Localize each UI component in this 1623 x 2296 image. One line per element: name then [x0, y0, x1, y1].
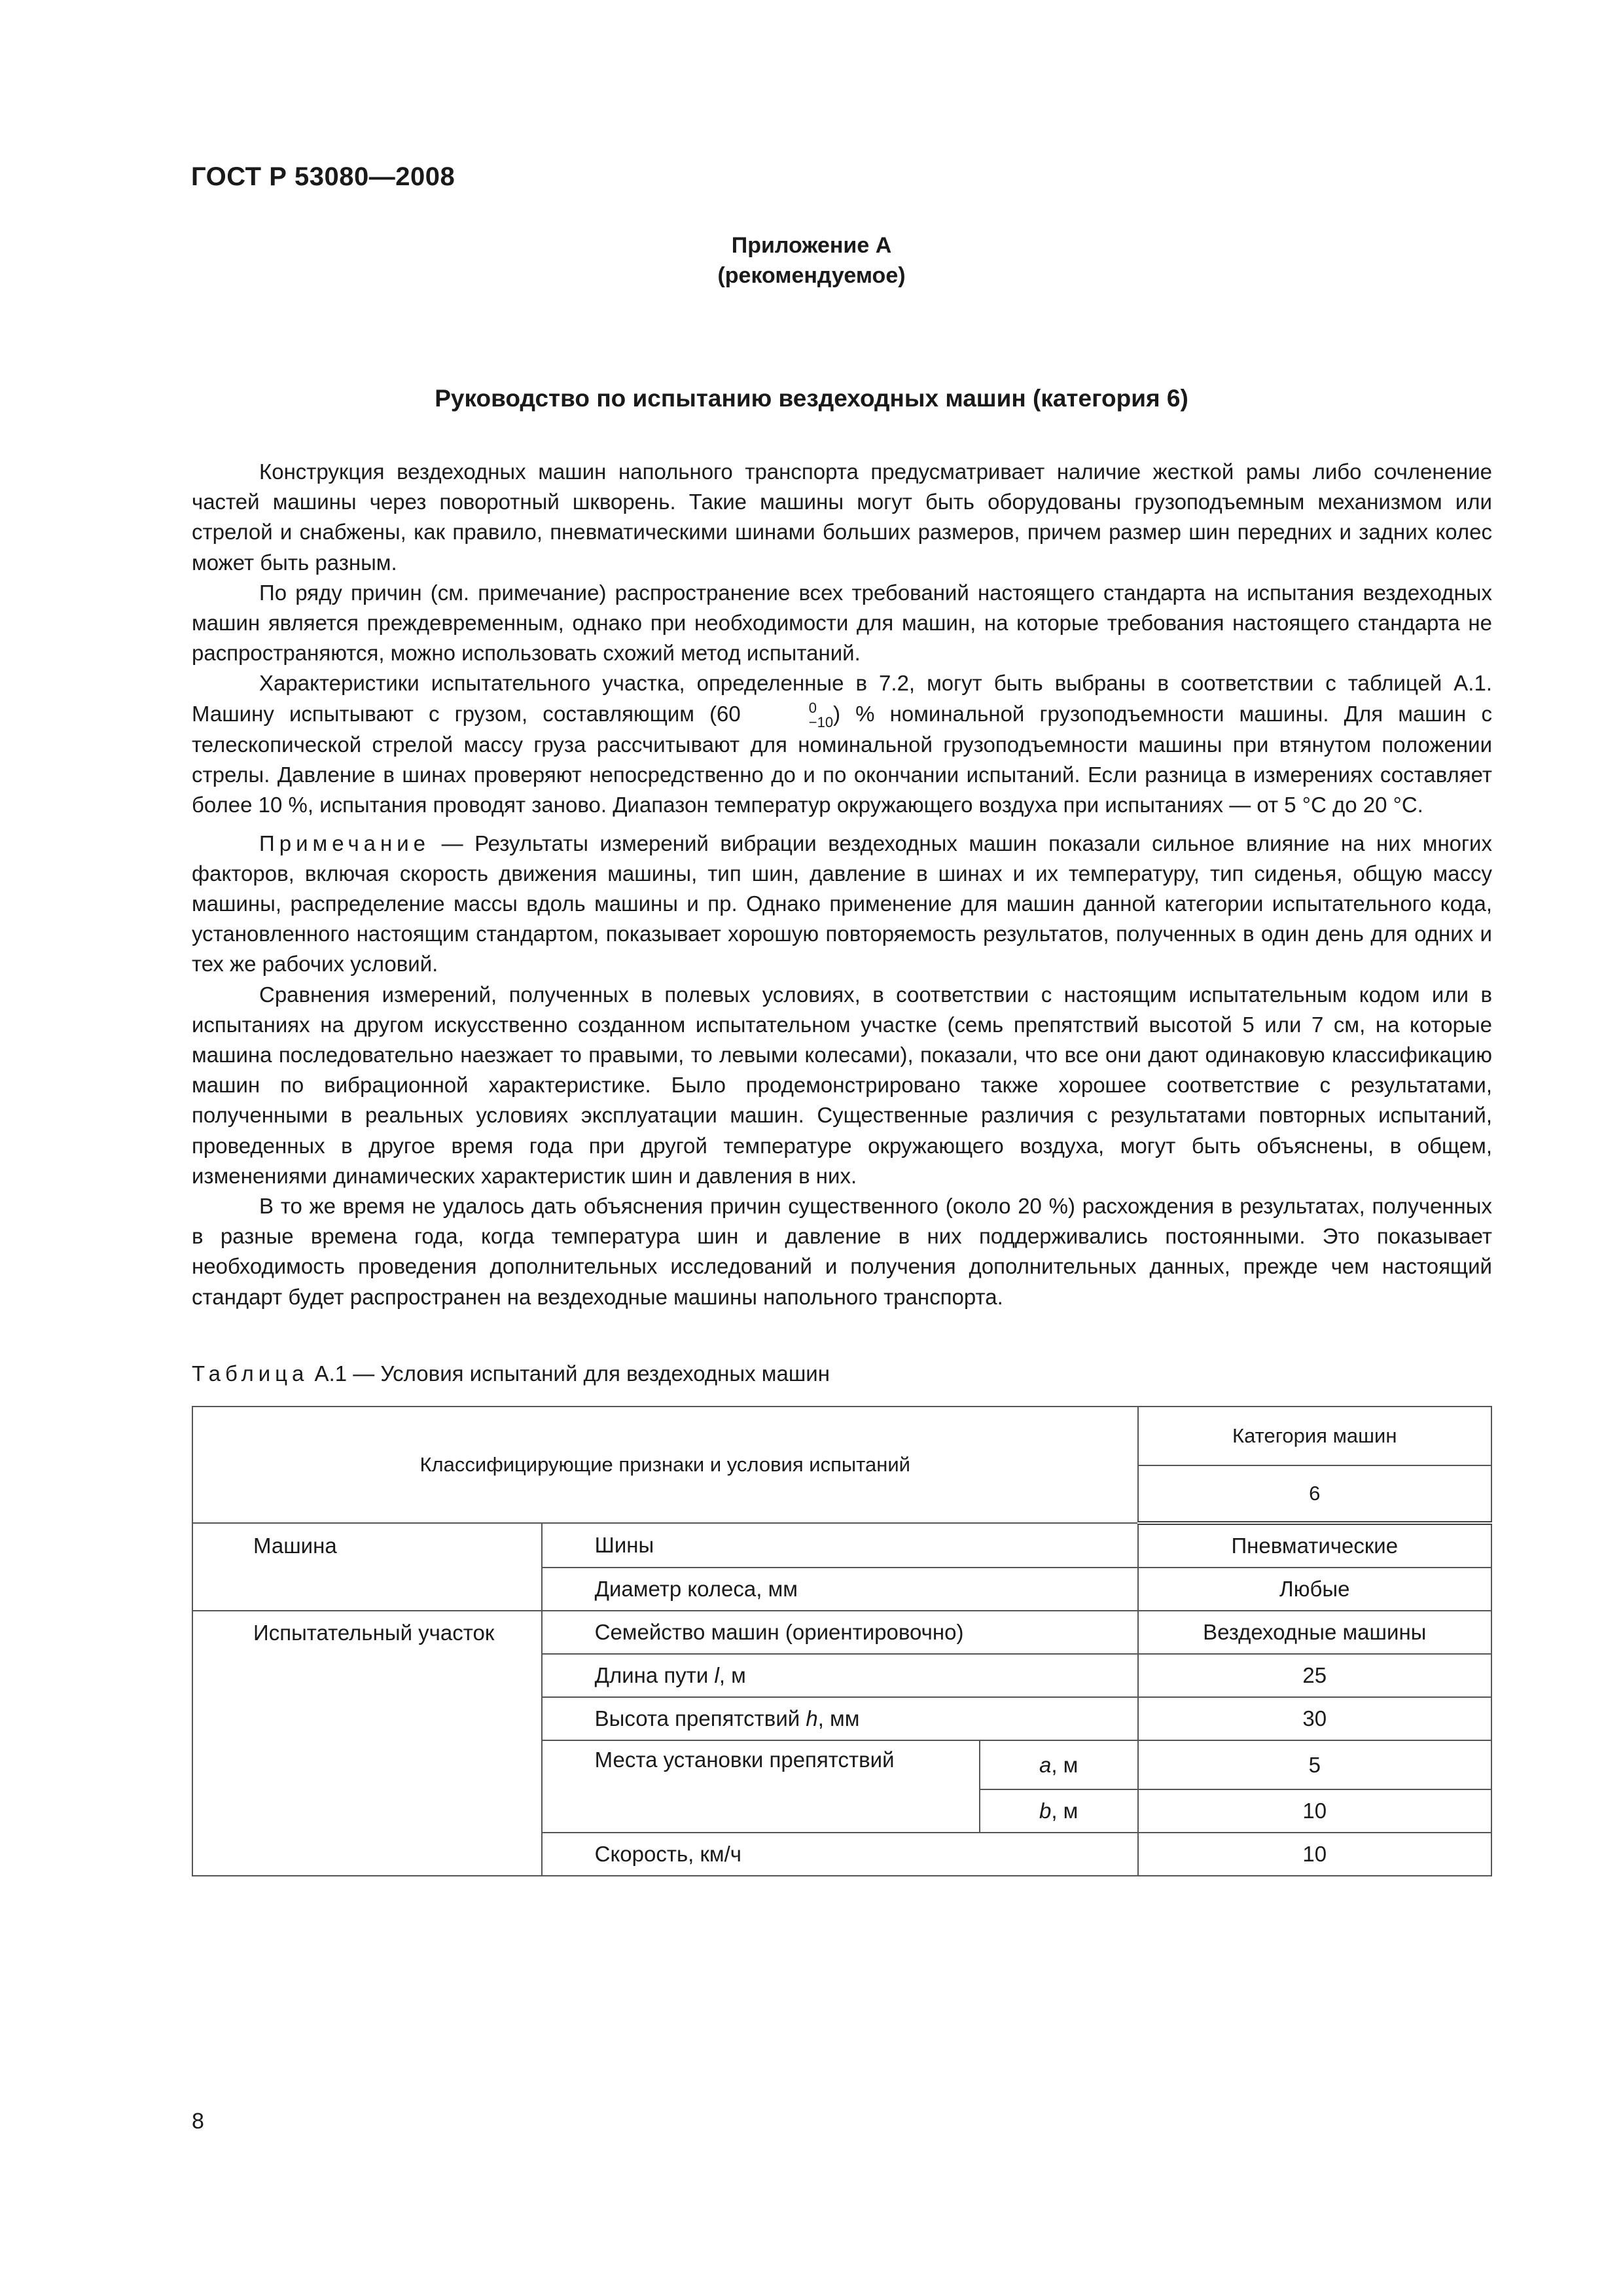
- param-value: 25: [1138, 1654, 1492, 1697]
- param-label: Высота препятствий h, мм: [542, 1697, 1138, 1740]
- param-label: Скорость, км/ч: [542, 1833, 1138, 1876]
- param-value: Вездеходные машины: [1138, 1611, 1492, 1654]
- param-value: Любые: [1138, 1568, 1492, 1611]
- table-caption-label: Таблица: [192, 1361, 309, 1386]
- paragraph-2: По ряду причин (см. примечание) распространение всех требований настоящего стандарта на испытания вездеходных машин является преждевременным, однако при необходимости для машин, на которые требования настоящего стандарта не распространяются, можно использовать схожий метод испытаний.: [192, 580, 1492, 666]
- group-label-machine: Машина: [192, 1523, 542, 1568]
- table-row: [192, 1611, 1491, 1654]
- table-header-category-value: 6: [1138, 1465, 1492, 1523]
- param-label: Шины: [542, 1523, 1138, 1568]
- param-value: 5: [1138, 1740, 1492, 1789]
- param-label: Длина пути l, м: [542, 1654, 1138, 1697]
- table-header-criteria: Классифицирующие признаки и условия испытаний: [192, 1407, 1138, 1523]
- var-h: h: [806, 1706, 818, 1731]
- sub-param-label: b, м: [980, 1789, 1138, 1833]
- document-code-header: ГОСТ Р 53080—2008: [191, 162, 455, 191]
- section-title: Руководство по испытанию вездеходных машин (категория 6): [435, 385, 1188, 412]
- table-caption: [192, 1361, 830, 1386]
- param-value: Пневматические: [1138, 1523, 1492, 1568]
- paragraph-3: [192, 668, 1492, 820]
- note-label: Примечание: [259, 831, 431, 855]
- table-row: [192, 1654, 1491, 1697]
- paragraph-5: Сравнения измерений, полученных в полевых условиях, в соответствии с настоящим испытательным кодом или в испытаниях на другом искусственно созданном испытательном участке (семь препятствий высотой 5 или 7 см, на которые машина последовательно наезжает то правыми, то левыми колесами), показали, что все они дают одинаковую классификацию машин по вибрационной характеристике. Было продемонстрировано также хорошее соответствие с результатами, полученными в реальных условиях эксплуатации машин. Существенные различия с результатами повторных испытаний, проведенных в другое время года при другой температуре окружающего воздуха, могут быть объяснены, в общем, изменениями динамических характеристик шин и давления в них.: [192, 982, 1492, 1188]
- test-conditions-table: [192, 1406, 1492, 1876]
- group-label-test-site: Испытательный участок: [192, 1611, 542, 1654]
- paragraph-3-part-b: ) % номинальной грузоподъемности машины. Для машин с телескопической стрелой массу груза рассчитывают для номинальной грузоподъемности машины при втянутом положении стрелы. Давление в шинах проверяют непосредственно до и по окончании испытаний. Если разница в измерениях составляет более 10 %, испытания проводят заново. Диапазон температур окружающего воздуха при испытаниях — от 5 °С до 20 °С.: [192, 701, 1492, 817]
- body-text: [192, 457, 1492, 1312]
- param-label: Семейство машин (ориентировочно): [542, 1611, 1138, 1654]
- appendix-heading: [0, 230, 1623, 291]
- var-l: l: [714, 1663, 719, 1687]
- param-value: 10: [1138, 1789, 1492, 1833]
- note-paragraph: [192, 829, 1492, 980]
- appendix-status: (рекомендуемое): [717, 263, 906, 288]
- table-caption-text: А.1 — Условия испытаний для вездеходных машин: [308, 1361, 830, 1386]
- sub-param-label: a, м: [980, 1740, 1138, 1789]
- load-tolerance-lower: −10: [808, 713, 834, 730]
- page-number: 8: [192, 2109, 204, 2134]
- param-label: Места установки препятствий: [542, 1740, 980, 1789]
- paragraph-1: Конструкция вездеходных машин напольного транспорта предусматривает наличие жесткой рамы либо сочленение частей машины через поворотный шкворень. Такие машины могут быть оборудованы грузоподъемным механизмом или стрелой и снабжены, как правило, пневматическими шинами больших размеров, причем размер шин передних и задних колес может быть разным.: [192, 459, 1492, 575]
- table-row: [192, 1789, 1491, 1833]
- table-row: [192, 1568, 1491, 1611]
- param-value: 30: [1138, 1697, 1492, 1740]
- table-row: [192, 1740, 1491, 1789]
- table-row: [192, 1697, 1491, 1740]
- param-value: 10: [1138, 1833, 1492, 1876]
- load-tolerance-upper: 0: [808, 699, 817, 716]
- appendix-label: Приложение А: [731, 233, 892, 258]
- paragraph-3-part-a: Характеристики испытательного участка, определенные в 7.2, могут быть выбраны в соответствии с таблицей А.1. Машину испытывают с грузом, составляющим (60: [192, 671, 1492, 726]
- load-tolerance: [741, 701, 833, 730]
- table-row: [192, 1833, 1491, 1876]
- param-label: Диаметр колеса, мм: [542, 1568, 1138, 1611]
- note-text: — Результаты измерений вибрации вездеходных машин показали сильное влияние на них многих факторов, включая скорость движения машины, тип шин, давление в шинах и их температуру, тип сиденья, общую массу машины, распределение массы вдоль машины и пр. Однако применение для машин данной категории испытательного кода, установленного настоящим стандартом, показывает хорошую повторяемость результатов, полученных в один день для одних и тех же рабочих условий.: [192, 831, 1492, 977]
- table-row: [192, 1523, 1491, 1568]
- table-header-category: Категория машин: [1138, 1407, 1492, 1465]
- paragraph-6: В то же время не удалось дать объяснения причин существенного (около 20 %) расхождения в результатах, полученных в разные времена года, когда температура шин и давление в них поддерживались постоянными. Это показывает необходимость проведения дополнительных исследований и получения дополнительных данных, прежде чем настоящий стандарт будет распространен на вездеходные машины напольного транспорта.: [192, 1193, 1492, 1309]
